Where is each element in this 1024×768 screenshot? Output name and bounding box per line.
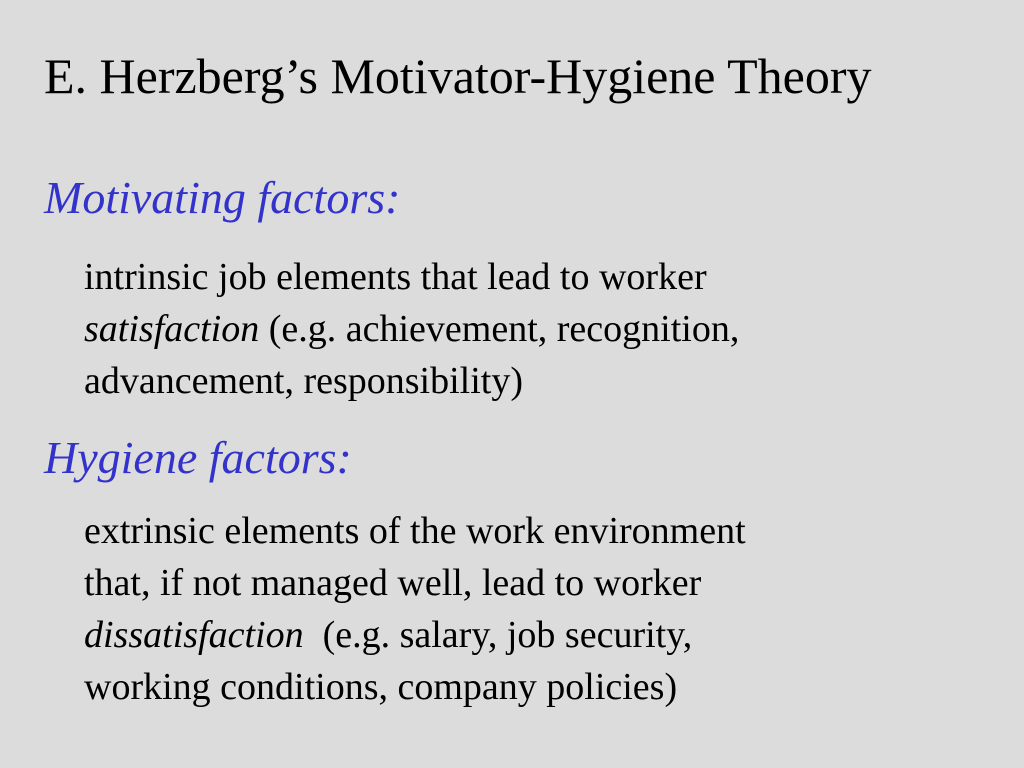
dissatisfaction-term: dissatisfaction: [84, 614, 304, 656]
motivating-line-2: [84, 303, 984, 355]
motivating-factors-heading: Motivating factors:: [44, 172, 401, 223]
hygiene-line-3-rest: (e.g. salary, job security,: [303, 614, 693, 656]
hygiene-line-2: that, if not managed well, lead to worker: [84, 562, 702, 604]
hygiene-factors-description: [84, 505, 984, 713]
slide-title: E. Herzberg’s Motivator-Hygiene Theory: [44, 48, 872, 104]
motivating-line-3: advancement, responsibility): [84, 360, 523, 402]
hygiene-line-1: extrinsic elements of the work environment: [84, 510, 746, 552]
satisfaction-term: satisfaction: [84, 308, 260, 350]
hygiene-factors-heading: Hygiene factors:: [44, 432, 352, 483]
motivating-line-1: intrinsic job elements that lead to worker: [84, 256, 707, 298]
hygiene-line-4: working conditions, company policies): [84, 666, 678, 708]
motivating-line-2-rest: (e.g. achievement, recognition,: [259, 308, 740, 350]
hygiene-line-3: [84, 609, 984, 661]
motivating-factors-description: [84, 251, 984, 407]
